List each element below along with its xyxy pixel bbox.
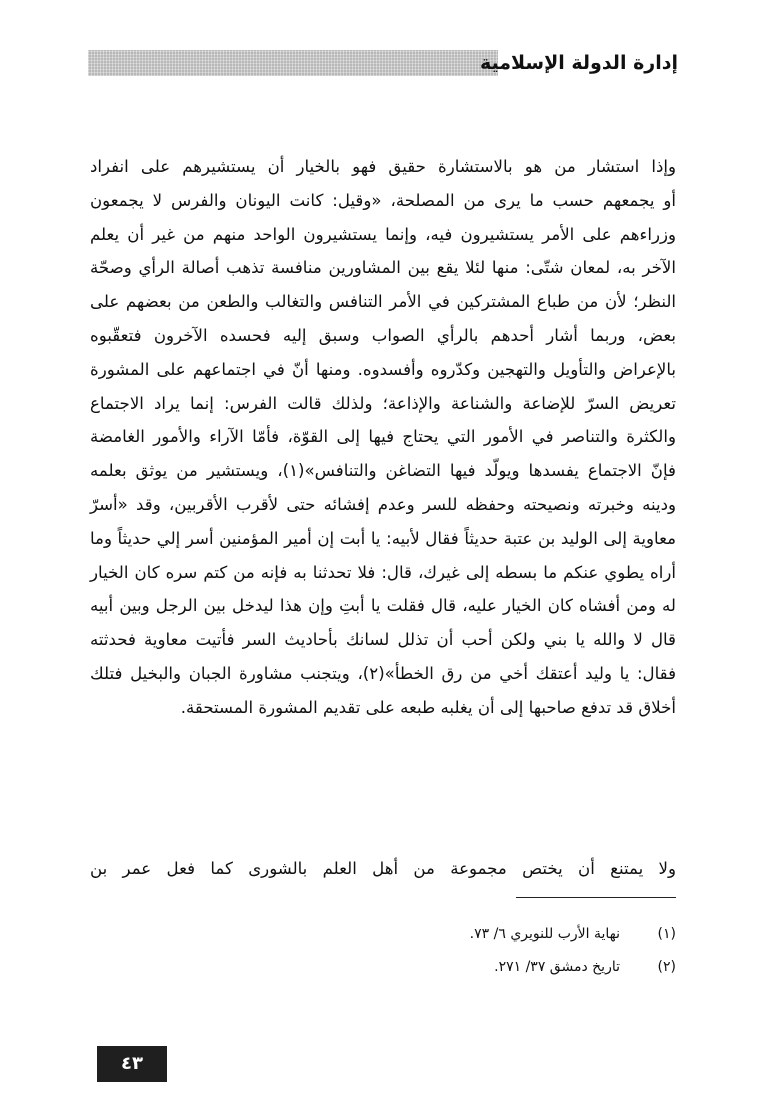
text-line: ودينه وخبرته ونصيحته وحفظه للسر وعدم إفشائه حتى لأقرب الأقربين، وقد «أسرّ [90,494,676,514]
text-line: وإذا استشار من هو بالاستشارة حقيق فهو بالخيار أن يستشيرهم على انفراد [90,157,676,176]
page-number: ٤٣ [97,1046,167,1082]
text-line: الآخر به، لمعان شتّى: منها لئلا يقع بين المشاورين منافسة تذهب أصالة الرأي وصحّة [90,258,676,278]
body-paragraph-1 [90,150,676,725]
running-header [88,48,678,82]
text-line: بعض، وربما أشار أحدهم بالرأي الصواب وسبق إليه فحسده الآخرون فتعقّبوه [90,325,676,345]
text-line: فإنّ الاجتماع يفسدها ويولّد فيها التضاغن والتنافس»(١)، ويستشير من يوثق بعلمه [90,461,676,481]
text-line: تعريض السرّ للإضاعة والشناعة والإذاعة؛ ولذلك قالت الفرس: إنما يراد الاجتماع [90,393,676,413]
text-line: بالإعراض والتأويل والتهجين وكدّروه وأفسدوه. ومنها أنّ في اجتماعهم على المشورة [90,359,676,379]
footnote-separator [516,897,676,898]
text-line: معاوية إلى الوليد بن عتبة حديثاً فقال لأبيه: يا أبت إن أمير المؤمنين أسر إلي حديثاً وما [90,528,676,548]
header-decorative-band [88,50,498,76]
text-line: وزراءهم على الأمر يستشيرون فيه، وإنما يستشيرون الواحد منهم من غير أن يعلم [90,224,676,244]
text-line: قال لا والله يا بني ولكن أحب أن تذلل لسانك بأحاديث السر فأتيت معاوية فحدثته [90,630,676,650]
running-header-title: إدارة الدولة الإسلامية [479,52,678,74]
footnote-number: (١) [657,926,676,942]
text-line: له ومن أفشاه كان الخيار عليه، قال فقلت يا أبتِ وإن هذا ليدخل بين الرجل وبين أبيه [90,596,676,616]
text-line: أخلاق قد تدفع صاحبها إلى أن يغلبه طبعه على تقديم المشورة المستحقة. [180,697,676,717]
footnote-text: تاريخ دمشق ٣٧/ ٢٧١. [494,959,620,975]
footnote-number: (٢) [657,959,676,975]
body-paragraph-2 [90,852,676,886]
text-line: أراه يطوي عنكم ما بسطه إلى غيرك، قال: فلا تحدثنا به فإنه من كتم سره كان الخيار [90,562,676,582]
footnote-text: نهاية الأرب للنويري ٦/ ٧٣. [469,926,620,942]
text-line: أو يجمعهم حسب ما يرى من المصلحة، «وقيل: كانت اليونان والفرس لا يجمعون [90,190,676,210]
text-line: ولا يمتنع أن يختص مجموعة من أهل العلم بالشورى كما فعل عمر بن [90,859,676,878]
footnote-2 [90,951,676,984]
footnote-1 [90,918,676,951]
text-line: فقال: يا وليد أعتقك أخي من رق الخطأ»(٢)، ويتجنب مشاورة الجبان والبخيل فتلك [90,663,676,683]
text-line: النظر؛ لأن من طباع المشتركين في الأمر التنافس والتغالب والطعن من بعضهم على [90,292,676,312]
text-line: والكثرة والتناصر في الأمور التي يحتاج فيها إلى القوّة، فأمّا الآراء والأمور الغامضة [90,427,676,447]
footnotes [90,918,676,984]
